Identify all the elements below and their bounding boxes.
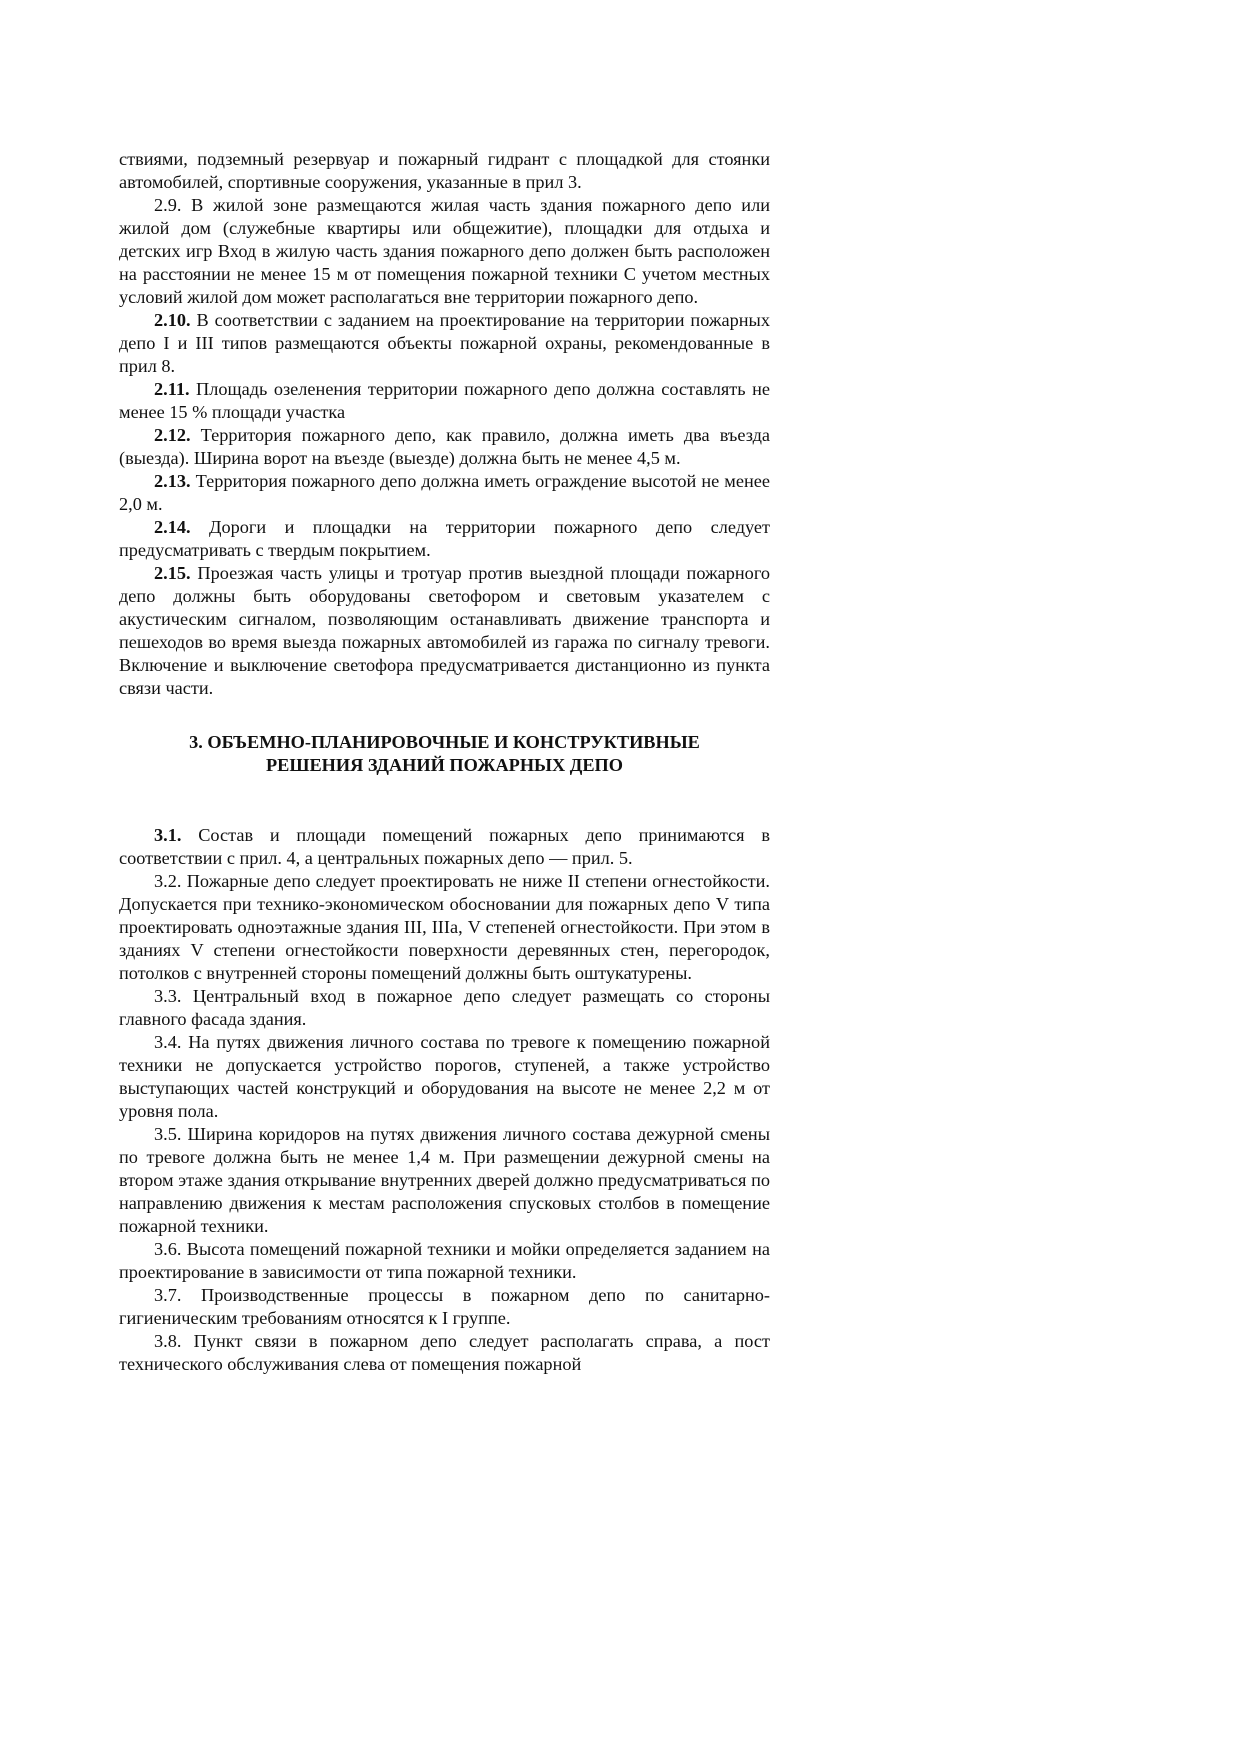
clause-text: Ширина коридоров на путях движения личного состава дежурной смены по тревоге должна быть не менее 1,4 м. При размещении дежурной смены на втором этаже здания открывание внутренних дверей должно предусматриваться по направлению движения к местам расположения спусковых столбов в помещение пожарной техники. <box>119 1124 770 1236</box>
clause-2-12 <box>119 424 770 470</box>
intro-paragraph: ствиями, подземный резервуар и пожарный гидрант с площадкой для стоянки автомобилей, спортивные сооружения, указанные в прил 3. <box>119 149 770 192</box>
clause-3-4 <box>119 1031 770 1123</box>
clause-number: 3.3. <box>154 986 182 1006</box>
clause-2-13 <box>119 470 770 516</box>
clause-text: Проезжая часть улицы и тротуар против выездной площади пожарного депо должны быть оборудованы светофором и световым указателем с акустическим сигналом, позволяющим останавливать движение транспорта и пешеходов во время выезда пожарных автомобилей из гаража по сигналу тревоги. Включение и выключение светофора предусматривается дистанционно из пункта связи части. <box>119 563 771 698</box>
clause-text: Площадь озеленения территории пожарного депо должна составлять не менее 15 % площади участка <box>119 379 770 422</box>
clause-number: 2.13. <box>154 471 191 491</box>
clause-text: Дороги и площадки на территории пожарного депо следует предусматривать с твердым покрытием. <box>119 517 771 560</box>
clause-3-1 <box>119 824 770 870</box>
clause-text: Центральный вход в пожарное депо следует размещать со стороны главного фасада здания. <box>119 986 771 1029</box>
clause-3-3 <box>119 985 770 1031</box>
clause-text: Состав и площади помещений пожарных депо принимаются в соответствии с прил. 4, а центральных пожарных депо — прил. 5. <box>119 825 770 868</box>
clause-text: Территория пожарного депо, как правило, должна иметь два въезда (выезда). Ширина ворот на въезде (выезде) должна быть не менее 4,5 м. <box>119 425 770 468</box>
clause-2-15 <box>119 562 770 700</box>
clause-number: 3.4. <box>154 1032 182 1052</box>
clause-text: Пункт связи в пожарном депо следует располагать справа, а пост технического обслуживания слева от помещения пожарной <box>119 1331 770 1374</box>
heading-line-2: РЕШЕНИЯ ЗДАНИЙ ПОЖАРНЫХ ДЕПО <box>266 755 623 775</box>
clause-number: 2.9. <box>154 195 182 215</box>
clause-text: В жилой зоне размещаются жилая часть здания пожарного депо или жилой дом (служебные квартиры или общежитие), площадки для отдыха и детских игр Вход в жилую часть здания пожарного депо должен быть расположен на расстоянии не менее 15 м от помещения пожарной техники С учетом местных условий жилой дом может располагаться вне территории пожарного депо. <box>119 195 770 307</box>
clause-number: 2.15. <box>154 563 191 583</box>
clause-text: На путях движения личного состава по тревоге к помещению пожарной техники не допускается устройство порогов, ступеней, а также устройство выступающих частей конструкций и оборудования на высоте не менее 2,2 м от уровня пола. <box>119 1032 770 1121</box>
clause-number: 3.7. <box>154 1285 182 1305</box>
clause-text: В соответствии с заданием на проектирование на территории пожарных депо I и III типов размещаются объекты пожарной охраны, рекомендованные в прил 8. <box>119 310 770 376</box>
clause-number: 2.11. <box>154 379 190 399</box>
section-3-heading <box>119 731 770 777</box>
clause-number: 3.8. <box>154 1331 182 1351</box>
clause-number: 2.10. <box>154 310 191 330</box>
clause-number: 3.6. <box>154 1239 182 1259</box>
clause-3-8 <box>119 1330 770 1376</box>
clause-number: 2.14. <box>154 517 191 537</box>
clause-2-10 <box>119 309 770 378</box>
clause-text: Территория пожарного депо должна иметь ограждение высотой не менее 2,0 м. <box>119 471 770 514</box>
clause-text: Пожарные депо следует проектировать не ниже II степени огнестойкости. Допускается при технико-экономическом обосновании для пожарных депо V типа проектировать одноэтажные здания III, IIIа, V степеней огнестойкости. При этом в зданиях V степени огнестойкости поверхности деревянных стен, перегородок, потолков с внутренней стороны помещений должны быть оштукатурены. <box>119 871 770 983</box>
clause-3-2 <box>119 870 770 985</box>
clause-number: 3.5. <box>154 1124 182 1144</box>
clause-2-9 <box>119 194 770 309</box>
clause-3-6 <box>119 1238 770 1284</box>
clause-3-7 <box>119 1284 770 1330</box>
clause-text: Производственные процессы в пожарном депо по санитарно-гигиеническим требованиям относятся к I группе. <box>119 1285 770 1328</box>
heading-line-1: 3. ОБЪЕМНО-ПЛАНИРОВОЧНЫЕ И КОНСТРУКТИВНЫЕ <box>189 732 700 752</box>
clause-2-11 <box>119 378 770 424</box>
document-page <box>119 148 770 1376</box>
clause-3-5 <box>119 1123 770 1238</box>
clause-number: 3.1. <box>154 825 182 845</box>
clause-2-14 <box>119 516 770 562</box>
clause-number: 3.2. <box>154 871 182 891</box>
clause-number: 2.12. <box>154 425 191 445</box>
clause-text: Высота помещений пожарной техники и мойки определяется заданием на проектирование в зависимости от типа пожарной техники. <box>119 1239 770 1282</box>
